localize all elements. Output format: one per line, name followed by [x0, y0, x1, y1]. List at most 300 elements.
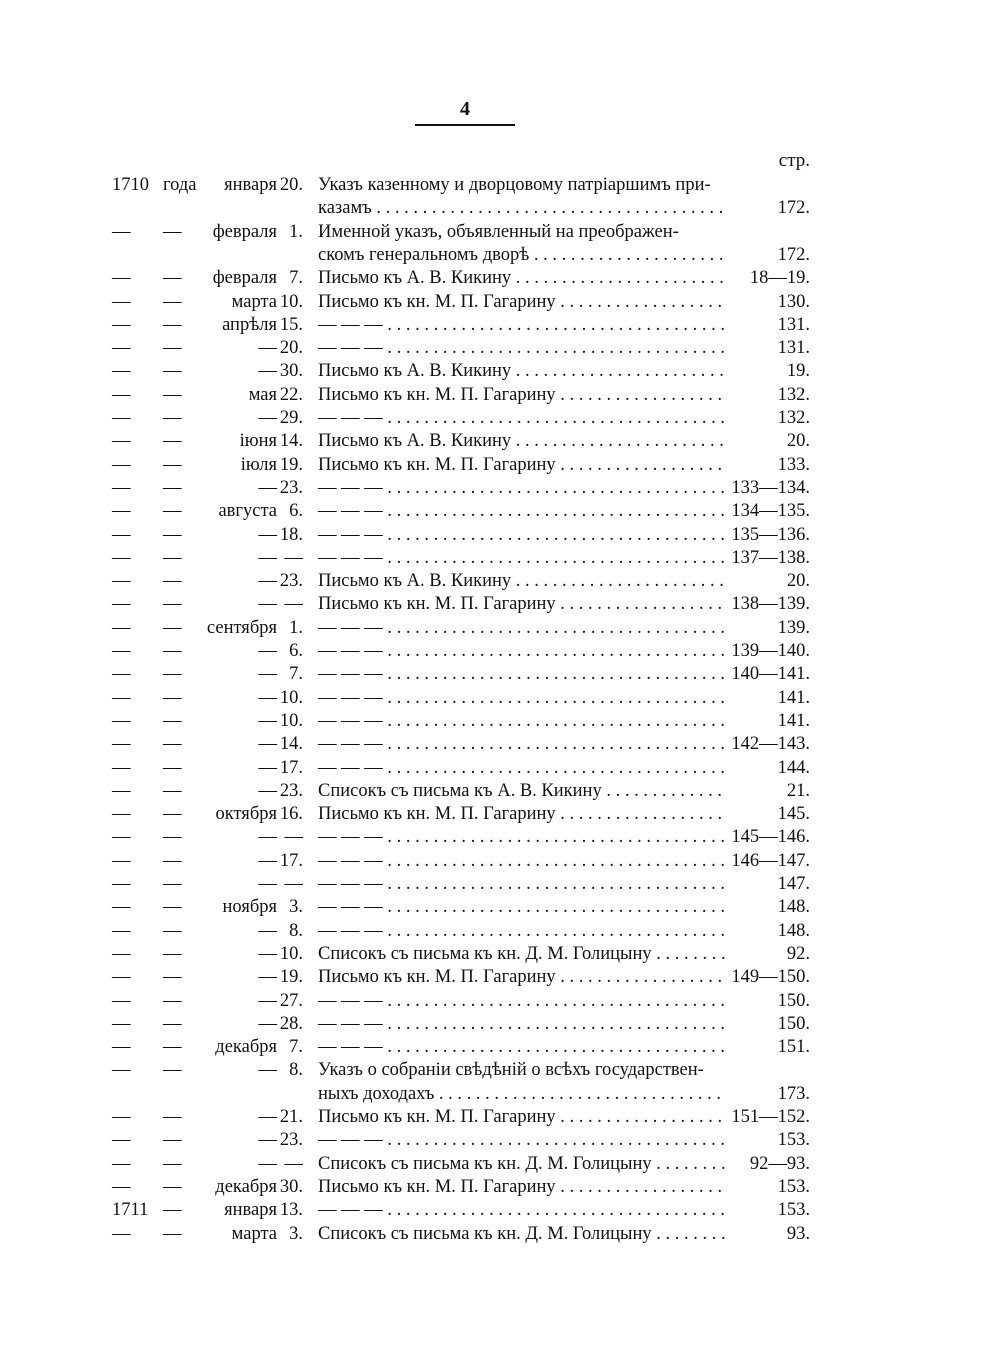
entry-page-ref: 142—143.: [731, 734, 810, 754]
entry-month: —: [258, 1060, 277, 1080]
entry-year-word: —: [163, 711, 182, 731]
entry-month: декабря: [215, 1037, 277, 1057]
entry-year: —: [112, 385, 131, 405]
entry-page-ref: 172.: [777, 198, 810, 218]
entry-day: 10.: [279, 944, 303, 964]
entry-year-word: —: [163, 804, 182, 824]
index-entry: [0, 919, 1000, 943]
entry-year: —: [112, 501, 131, 521]
entry-day: —: [284, 1154, 303, 1174]
entry-day: 27.: [279, 991, 303, 1011]
index-entry: [0, 686, 1000, 710]
entry-description: Списокъ съ письма къ кн. Д. М. Голицыну . . .: [318, 1152, 726, 1176]
entry-page-ref: 131.: [777, 315, 810, 335]
entry-month: февраля: [212, 268, 277, 288]
entry-day: 14.: [279, 431, 303, 451]
entry-day: 22.: [279, 385, 303, 405]
entry-day: 13.: [279, 1200, 303, 1220]
entry-page-ref: 139.: [777, 618, 810, 638]
entry-description: — — — . . .: [318, 639, 726, 663]
entry-year-word: —: [163, 315, 182, 335]
index-entry: [0, 453, 1000, 477]
entry-year: —: [112, 641, 131, 661]
index-entry: [0, 266, 1000, 290]
entry-page-ref: 145—146.: [731, 827, 810, 847]
entry-description: — — — . . .: [318, 313, 726, 337]
index-entry: [0, 569, 1000, 593]
entry-description: — — — . . .: [318, 872, 726, 896]
entry-description: Письмо къ кн. М. П. Гагарину . . .: [318, 802, 726, 826]
index-entry: [0, 1128, 1000, 1152]
entry-year-word: —: [163, 431, 182, 451]
page-column-header: стр.: [778, 150, 810, 171]
entry-year-word: —: [163, 1014, 182, 1034]
index-entry: [0, 1012, 1000, 1036]
entry-year-word: —: [163, 618, 182, 638]
entry-page-ref: 149—150.: [731, 967, 810, 987]
entry-day: —: [284, 548, 303, 568]
entry-year: —: [112, 431, 131, 451]
entry-year: —: [112, 1037, 131, 1057]
entry-day: 7.: [289, 268, 303, 288]
entry-day: 15.: [279, 315, 303, 335]
entry-month: —: [258, 594, 277, 614]
index-entry: [0, 1198, 1000, 1222]
index-entry: [0, 895, 1000, 919]
entry-month: —: [258, 1107, 277, 1127]
entry-description: — — — . . .: [318, 406, 726, 430]
entry-month: —: [258, 571, 277, 591]
entry-year: —: [112, 1060, 131, 1080]
entry-year: —: [112, 967, 131, 987]
entry-year-word: —: [163, 1060, 182, 1080]
entry-year-word: —: [163, 758, 182, 778]
entry-page-ref: 18—19.: [749, 268, 810, 288]
entry-year: —: [112, 315, 131, 335]
entry-month: —: [258, 641, 277, 661]
index-entry: [0, 849, 1000, 873]
entry-day: 7.: [289, 1037, 303, 1057]
entry-month: іюля: [240, 455, 277, 475]
entry-month: —: [258, 991, 277, 1011]
entry-description: — — — . . .: [318, 662, 726, 686]
entry-description: Списокъ съ письма къ кн. Д. М. Голицыну . . .: [318, 1222, 726, 1246]
entry-page-ref: 93.: [786, 1224, 810, 1244]
entry-description: — — — . . .: [318, 499, 726, 523]
entry-year: —: [112, 874, 131, 894]
index-entry: [0, 523, 1000, 547]
entry-description: Письмо къ кн. М. П. Гагарину . . .: [318, 453, 726, 477]
entry-description: Письмо къ кн. М. П. Гагарину . . .: [318, 1175, 726, 1199]
entry-description: — — — . . .: [318, 989, 726, 1013]
entry-month: —: [258, 874, 277, 894]
entry-month: іюня: [239, 431, 277, 451]
entry-month: —: [258, 338, 277, 358]
entry-year-word: —: [163, 222, 182, 242]
entry-description: Письмо къ А. В. Кикину . . .: [318, 266, 726, 290]
entry-page-ref: 151—152.: [731, 1107, 810, 1127]
entry-month: —: [258, 525, 277, 545]
entry-month: —: [258, 361, 277, 381]
index-entry: [0, 429, 1000, 453]
entry-month: января: [224, 1200, 277, 1220]
entry-description: — — — . . .: [318, 546, 726, 570]
entry-year: —: [112, 781, 131, 801]
entry-year: —: [112, 827, 131, 847]
entry-year: —: [112, 804, 131, 824]
entry-year-word: —: [163, 571, 182, 591]
entry-page-ref: 173.: [777, 1084, 810, 1104]
entry-description: ныхъ доходахъ . . .: [318, 1082, 726, 1106]
index-entry: [0, 1175, 1000, 1199]
entry-day: 23.: [279, 1130, 303, 1150]
entry-month: марта: [231, 292, 277, 312]
entry-description: — — — . . .: [318, 1035, 726, 1059]
entry-year-word: —: [163, 1224, 182, 1244]
entry-year-word: —: [163, 361, 182, 381]
entry-description: — — — . . .: [318, 1012, 726, 1036]
entry-page-ref: 141.: [777, 711, 810, 731]
entry-year: —: [112, 361, 131, 381]
index-entry: [0, 802, 1000, 826]
entry-year: —: [112, 338, 131, 358]
entry-year-word: —: [163, 781, 182, 801]
entry-page-ref: 153.: [777, 1200, 810, 1220]
entry-year-word: —: [163, 874, 182, 894]
entry-year-word: —: [163, 408, 182, 428]
entry-day: 16.: [279, 804, 303, 824]
entry-year-word: —: [163, 664, 182, 684]
entry-month: ноября: [222, 897, 277, 917]
entry-description: скомъ генеральномъ дворѣ . . .: [318, 243, 726, 267]
index-entry: [0, 872, 1000, 896]
entry-year: —: [112, 594, 131, 614]
entry-page-ref: 134—135.: [731, 501, 810, 521]
entry-description: — — — . . .: [318, 1198, 726, 1222]
entry-month: —: [258, 1014, 277, 1034]
entry-month: —: [258, 408, 277, 428]
entry-year-word: года: [163, 175, 197, 195]
entry-description: — — — . . .: [318, 1128, 726, 1152]
entry-year: —: [112, 618, 131, 638]
index-entry: [0, 383, 1000, 407]
entry-description: Письмо къ кн. М. П. Гагарину . . .: [318, 965, 726, 989]
entry-year: —: [112, 711, 131, 731]
entry-year: —: [112, 1177, 131, 1197]
entry-description: — — — . . .: [318, 523, 726, 547]
index-entry: [0, 406, 1000, 430]
entry-year-word: —: [163, 827, 182, 847]
entry-month: августа: [218, 501, 277, 521]
entry-page-ref: 150.: [777, 1014, 810, 1034]
index-entry: [0, 756, 1000, 780]
entry-page-ref: 20.: [786, 571, 810, 591]
entry-year: —: [112, 408, 131, 428]
entry-page-ref: 151.: [777, 1037, 810, 1057]
entry-year: —: [112, 1130, 131, 1150]
entry-page-ref: 131.: [777, 338, 810, 358]
entry-day: 10.: [279, 292, 303, 312]
entry-description: Письмо къ А. В. Кикину . . .: [318, 569, 726, 593]
entry-year: —: [112, 944, 131, 964]
index-entry: [0, 1152, 1000, 1176]
entry-day: —: [284, 827, 303, 847]
entry-description: Списокъ съ письма къ А. В. Кикину . . .: [318, 779, 726, 803]
entry-page-ref: 20.: [786, 431, 810, 451]
entry-day: 17.: [279, 758, 303, 778]
entry-day: 23.: [279, 781, 303, 801]
entry-year-word: —: [163, 1200, 182, 1220]
entry-page-ref: 146—147.: [731, 851, 810, 871]
entry-year: —: [112, 921, 131, 941]
entry-year: —: [112, 758, 131, 778]
entry-month: —: [258, 758, 277, 778]
entry-year-word: —: [163, 1107, 182, 1127]
entry-description: — — — . . .: [318, 732, 726, 756]
entry-month: —: [258, 548, 277, 568]
entry-year-word: —: [163, 292, 182, 312]
index-entry: [0, 313, 1000, 337]
index-entry: [0, 1035, 1000, 1059]
entry-year-word: —: [163, 944, 182, 964]
entry-year-word: —: [163, 991, 182, 1011]
entry-description: Именной указъ, объявленный на преображен-: [318, 222, 679, 242]
entry-year: —: [112, 455, 131, 475]
entry-day: 1.: [289, 222, 303, 242]
entry-page-ref: 147.: [777, 874, 810, 894]
entry-page-ref: 132.: [777, 385, 810, 405]
entry-page-ref: 148.: [777, 921, 810, 941]
index-entry: [0, 942, 1000, 966]
entry-year-word: —: [163, 921, 182, 941]
entry-year: —: [112, 548, 131, 568]
entry-day: 20.: [279, 175, 303, 195]
entry-year-word: —: [163, 338, 182, 358]
entry-month: —: [258, 944, 277, 964]
entry-description: — — — . . .: [318, 895, 726, 919]
entry-year: —: [112, 571, 131, 591]
entry-day: 28.: [279, 1014, 303, 1034]
entry-page-ref: 19.: [786, 361, 810, 381]
entry-day: 14.: [279, 734, 303, 754]
index-entry: [0, 546, 1000, 570]
entry-day: 18.: [279, 525, 303, 545]
entry-description: Письмо къ кн. М. П. Гагарину . . .: [318, 1105, 726, 1129]
entry-page-ref: 144.: [777, 758, 810, 778]
entry-year: —: [112, 478, 131, 498]
entry-day: 20.: [279, 338, 303, 358]
entry-year-word: —: [163, 967, 182, 987]
entry-month: февраля: [212, 222, 277, 242]
entry-day: 30.: [279, 1177, 303, 1197]
entry-year-word: —: [163, 641, 182, 661]
entry-year-word: —: [163, 734, 182, 754]
entry-page-ref: 141.: [777, 688, 810, 708]
entry-day: 23.: [279, 478, 303, 498]
index-entry: [0, 592, 1000, 616]
entry-page-ref: 145.: [777, 804, 810, 824]
index-entry: [0, 1058, 1000, 1082]
entry-month: января: [224, 175, 277, 195]
entry-year-word: —: [163, 385, 182, 405]
entry-day: 3.: [289, 897, 303, 917]
index-entry: [0, 779, 1000, 803]
entry-year-word: —: [163, 1177, 182, 1197]
entry-year-word: —: [163, 594, 182, 614]
entry-year-word: —: [163, 455, 182, 475]
entry-description: Письмо къ кн. М. П. Гагарину . . .: [318, 592, 726, 616]
entry-page-ref: 92—93.: [749, 1154, 810, 1174]
entry-day: 6.: [289, 641, 303, 661]
entry-description: Списокъ съ письма къ кн. Д. М. Голицыну . . .: [318, 942, 726, 966]
entry-day: 1.: [289, 618, 303, 638]
entry-year-word: —: [163, 478, 182, 498]
entry-day: 29.: [279, 408, 303, 428]
entry-year: —: [112, 222, 131, 242]
entry-month: —: [258, 711, 277, 731]
index-entry: [0, 290, 1000, 314]
entry-month: марта: [231, 1224, 277, 1244]
entry-year-word: —: [163, 897, 182, 917]
entry-year: —: [112, 525, 131, 545]
entry-month: октября: [215, 804, 277, 824]
entry-page-ref: 139—140.: [731, 641, 810, 661]
index-entry: [0, 499, 1000, 523]
entry-year: —: [112, 664, 131, 684]
entry-description: Письмо къ кн. М. П. Гагарину . . .: [318, 290, 726, 314]
entry-month: —: [258, 851, 277, 871]
index-entry: [0, 173, 1000, 197]
entry-year: 1710: [112, 175, 149, 195]
entry-year: —: [112, 734, 131, 754]
entry-page-ref: 132.: [777, 408, 810, 428]
entry-year-word: —: [163, 1037, 182, 1057]
entry-day: 8.: [289, 1060, 303, 1080]
entry-page-ref: 148.: [777, 897, 810, 917]
index-entry: [0, 476, 1000, 500]
entry-year-word: —: [163, 688, 182, 708]
entry-month: —: [258, 781, 277, 801]
entry-year: —: [112, 1107, 131, 1127]
entry-page-ref: 135—136.: [731, 525, 810, 545]
entry-day: 19.: [279, 455, 303, 475]
entry-description: — — — . . .: [318, 919, 726, 943]
index-entry: [0, 709, 1000, 733]
entry-page-ref: 153.: [777, 1130, 810, 1150]
entry-month: апрѣля: [222, 315, 277, 335]
entry-day: 21.: [279, 1107, 303, 1127]
entry-description: казамъ . . .: [318, 196, 726, 220]
entry-description: — — — . . .: [318, 756, 726, 780]
entry-description: — — — . . .: [318, 616, 726, 640]
index-entry: [0, 825, 1000, 849]
entry-page-ref: 172.: [777, 245, 810, 265]
entry-month: —: [258, 664, 277, 684]
entry-month: —: [258, 734, 277, 754]
entry-page-ref: 137—138.: [731, 548, 810, 568]
entry-year: —: [112, 897, 131, 917]
index-entry: [0, 336, 1000, 360]
entry-month: —: [258, 1130, 277, 1150]
entry-year-word: —: [163, 1154, 182, 1174]
entry-day: 10.: [279, 688, 303, 708]
entry-day: 30.: [279, 361, 303, 381]
index-entry: [0, 359, 1000, 383]
entry-day: 3.: [289, 1224, 303, 1244]
entry-page-ref: 92.: [786, 944, 810, 964]
entry-page-ref: 140—141.: [731, 664, 810, 684]
entry-year: —: [112, 1014, 131, 1034]
index-entry: [0, 243, 1000, 267]
entry-page-ref: 138—139.: [731, 594, 810, 614]
entry-month: сентября: [206, 618, 277, 638]
entry-year-word: —: [163, 851, 182, 871]
index-entry: [0, 662, 1000, 686]
entry-year: —: [112, 292, 131, 312]
entry-month: декабря: [215, 1177, 277, 1197]
entry-month: мая: [248, 385, 277, 405]
entry-day: 10.: [279, 711, 303, 731]
entry-description: Указъ о собраніи свѣдѣній о всѣхъ государствен-: [318, 1060, 704, 1080]
entry-day: 7.: [289, 664, 303, 684]
entry-year: —: [112, 268, 131, 288]
index-entry: [0, 639, 1000, 663]
entry-year-word: —: [163, 501, 182, 521]
entry-year: —: [112, 991, 131, 1011]
entry-year-word: —: [163, 525, 182, 545]
entry-day: 8.: [289, 921, 303, 941]
entry-month: —: [258, 921, 277, 941]
index-entry: [0, 1105, 1000, 1129]
entry-year: —: [112, 851, 131, 871]
entry-description: Письмо къ А. В. Кикину . . .: [318, 359, 726, 383]
entry-description: — — — . . .: [318, 686, 726, 710]
entry-day: —: [284, 874, 303, 894]
index-entry: [0, 965, 1000, 989]
entry-month: —: [258, 688, 277, 708]
page-number: 4: [460, 98, 470, 120]
entry-page-ref: 21.: [786, 781, 810, 801]
entry-description: — — — . . .: [318, 849, 726, 873]
index-entry: [0, 1222, 1000, 1246]
entry-day: 17.: [279, 851, 303, 871]
index-entry: [0, 196, 1000, 220]
index-entry: [0, 989, 1000, 1013]
entry-month: —: [258, 967, 277, 987]
entry-month: —: [258, 827, 277, 847]
entry-description: Письмо къ кн. М. П. Гагарину . . .: [318, 383, 726, 407]
entry-description: — — — . . .: [318, 476, 726, 500]
entry-month: —: [258, 1154, 277, 1174]
index-entry: [0, 1082, 1000, 1106]
index-entry: [0, 616, 1000, 640]
entry-day: 19.: [279, 967, 303, 987]
entry-description: — — — . . .: [318, 825, 726, 849]
entry-year: —: [112, 1154, 131, 1174]
entry-page-ref: 130.: [777, 292, 810, 312]
entry-month: —: [258, 478, 277, 498]
entry-year: 1711: [112, 1200, 149, 1220]
entry-day: 23.: [279, 571, 303, 591]
entry-description: — — — . . .: [318, 336, 726, 360]
index-entry: [0, 220, 1000, 244]
entry-page-ref: 133—134.: [731, 478, 810, 498]
entry-page-ref: 150.: [777, 991, 810, 1011]
entry-year: —: [112, 1224, 131, 1244]
entry-year-word: —: [163, 548, 182, 568]
entry-description: Письмо къ А. В. Кикину . . .: [318, 429, 726, 453]
entry-year-word: —: [163, 268, 182, 288]
